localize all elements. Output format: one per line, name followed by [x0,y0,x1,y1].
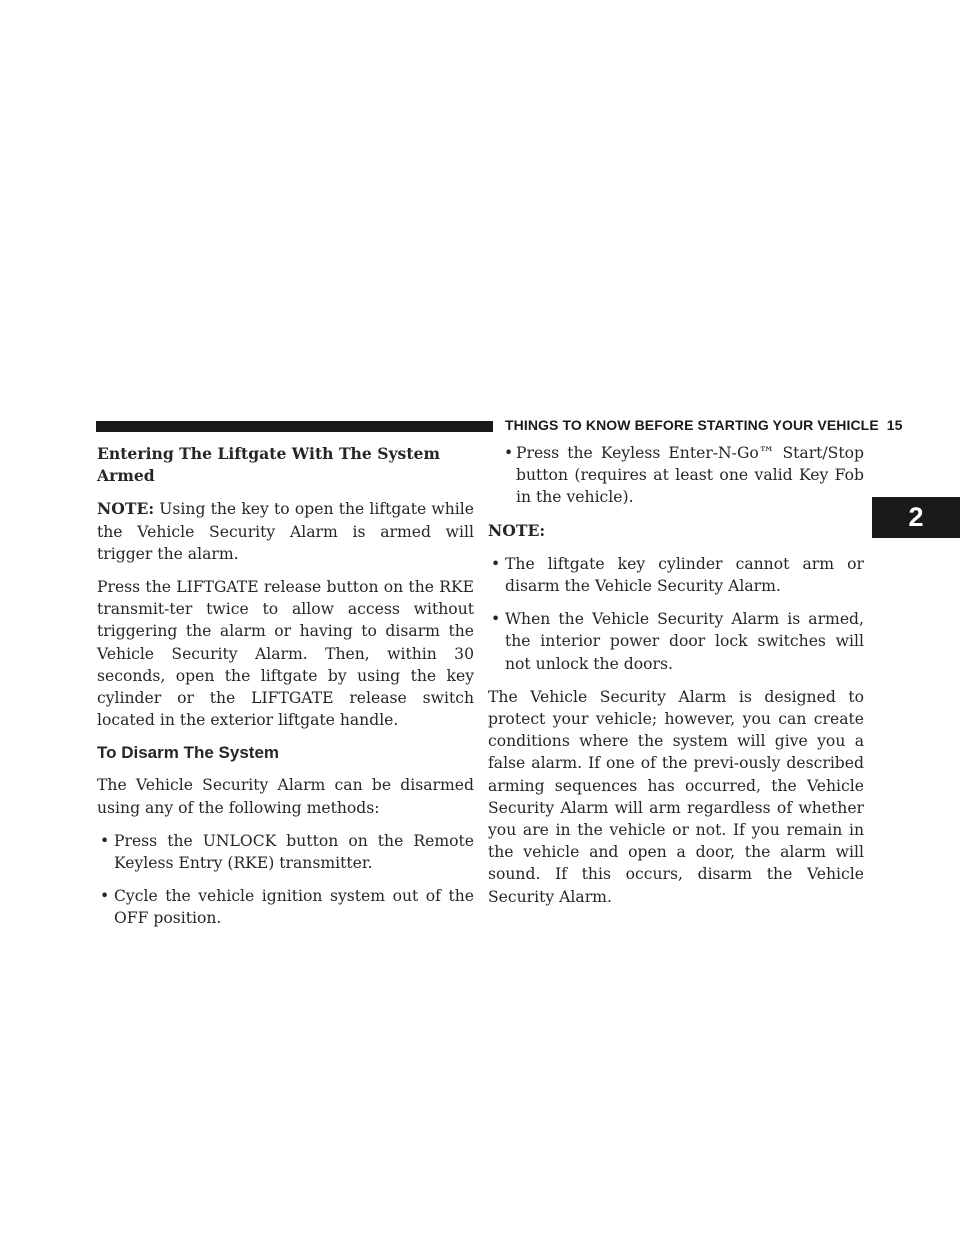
running-header [505,417,903,433]
list-item: • Press the UNLOCK button on the Remote Keyless Entry (RKE) transmitter. [97,830,474,874]
note-label: NOTE: [488,520,546,540]
chapter-tab: 2 [872,497,960,538]
subsection-heading: Entering The Liftgate With The System Armed [97,444,440,486]
note-paragraph [97,498,474,565]
right-column [488,442,864,919]
section-heading: To Disarm The System [97,743,280,763]
list-item: • When the Vehicle Security Alarm is armed, the interior power door lock switches will not unlock the doors. [488,608,864,675]
list-item: • Press the Keyless Enter-N-Go™ Start/Stop button (requires at least one valid Key Fob in the vehicle). [488,442,864,509]
disarm-methods-list [97,830,474,930]
disarm-intro-paragraph: The Vehicle Security Alarm can be disarmed using any of the following methods: [97,776,474,817]
list-item: • The liftgate key cylinder cannot arm or disarm the Vehicle Security Alarm. [488,553,864,597]
page-number: 15 [886,417,903,433]
note-label: NOTE: [97,499,155,519]
header-rule-bar [96,421,493,432]
liftgate-paragraph: Press the LIFTGATE release button on the RKE transmit-ter twice to allow access without triggering the alarm or having to disarm the Vehicle Security Alarm. Then, within 30 seconds, open the liftgate by using the key cylinder or the LIFTGATE release switch located in the exterior liftgate handle. [97,578,474,730]
header-title: THINGS TO KNOW BEFORE STARTING YOUR VEHICLE [505,417,879,433]
note-list [488,553,864,675]
left-column [97,443,474,941]
note-text: Using the key to open the liftgate while the Vehicle Security Alarm is armed will trigger the alarm. [97,500,474,563]
list-item: • Cycle the vehicle ignition system out of the OFF position. [97,885,474,929]
false-alarm-paragraph: The Vehicle Security Alarm is designed to protect your vehicle; however, you can create conditions where the system will give you a false alarm. If one of the previ-ously described arming sequences has occurred, the Vehicle Security Alarm will arm regardless of whether you are in the vehicle or not. If you remain in the vehicle and open a door, the alarm will sound. If this occurs, disarm the Vehicle Security Alarm. [488,687,864,906]
disarm-methods-list-continued [488,442,864,509]
